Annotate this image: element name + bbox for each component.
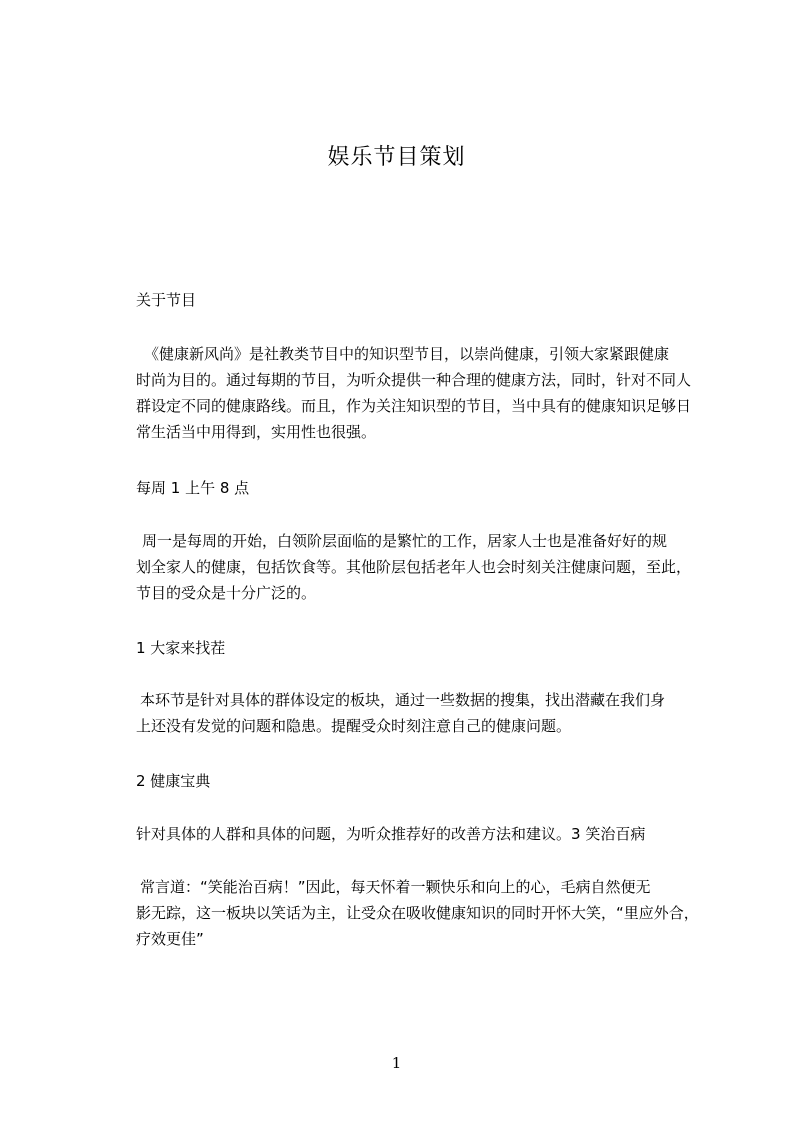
paragraph-line: 群设定不同的健康路线。而且，作为关注知识型的节目，当中具有的健康知识足够日 [136,397,692,415]
paragraph-line: 本环节是针对具体的群体设定的板块，通过一些数据的搜集，找出潜藏在我们身 [140,691,666,709]
paragraph-line: 时尚为目的。通过每期的节目，为听众提供一种合理的健康方法，同时，针对不同人 [136,371,692,389]
section-heading-health-guide: 2 健康宝典 [136,772,211,790]
paragraph-about [136,341,711,445]
page-number: 1 [391,1054,402,1072]
paragraph-find-faults [136,687,711,739]
paragraph-schedule [136,528,711,606]
paragraph-line: 划全家人的健康，包括饮食等。其他阶层包括老年人也会时刻关注健康问题，至此， [136,558,692,576]
section-heading-find-faults: 1 大家来找茬 [136,639,226,657]
paragraph-line: 常言道：“笑能治百病！”因此，每天怀着一颗快乐和向上的心，毛病自然便无 [140,878,651,896]
document-title: 娱乐节目策划 [327,145,466,170]
paragraph-health-guide [136,821,711,847]
paragraph-line: 针对具体的人群和具体的问题，为听众推荐好的改善方法和建议。3 笑治百病 [136,825,646,843]
paragraph-line: 疗效更佳” [136,930,204,948]
paragraph-line: 周一是每周的开始，白领阶层面临的是繁忙的工作，居家人士也是准备好好的规 [142,532,668,550]
paragraph-line: 常生活当中用得到，实用性也很强。 [136,423,377,441]
paragraph-line: 影无踪，这一板块以笑话为主，让受众在吸收健康知识的同时开怀大笑，“里应外合， [136,904,699,922]
paragraph-line: 《健康新风尚》是社教类节目中的知识型节目，以崇尚健康，引领大家紧跟健康 [144,345,670,363]
section-heading-schedule: 每周 1 上午 8 点 [136,479,250,497]
section-heading-about: 关于节目 [136,291,197,309]
paragraph-line: 节目的受众是十分广泛的。 [136,584,317,602]
paragraph-line: 上还没有发觉的问题和隐患。提醒受众时刻注意自己的健康问题。 [136,717,572,735]
paragraph-laughter [136,874,711,952]
